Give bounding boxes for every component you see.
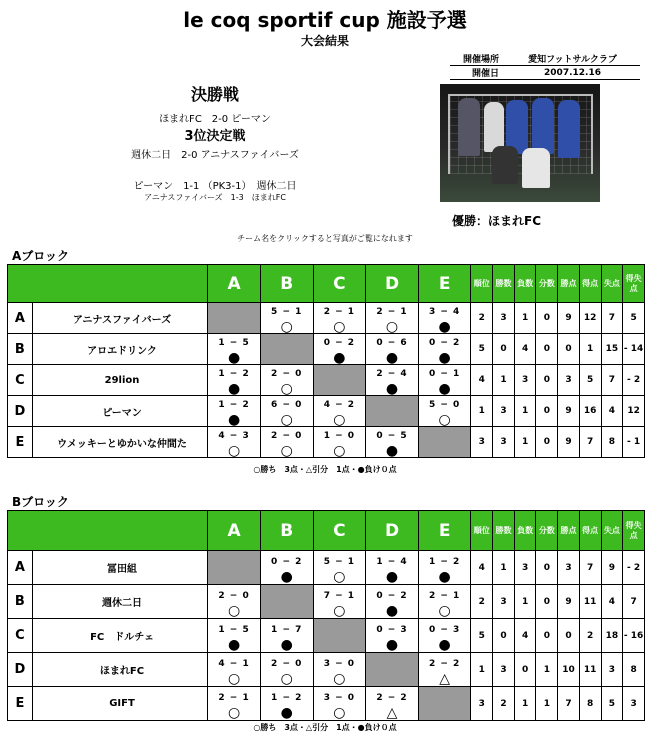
match-result-cell [260,365,313,396]
match-score: 3 − 0 [323,658,356,669]
final-result: ほまれFC 2-0 ピーマン [159,114,271,125]
result-symbol: ○ [333,670,346,687]
match-result-cell [208,427,261,458]
stat-header: 負数 [514,265,536,303]
stat-value: 0 [536,396,558,427]
stat-value: 3 [493,585,515,619]
stat-header: 分数 [536,511,558,551]
third-place-heading: 3位決定戦 [184,129,246,144]
result-symbol: ● [438,636,451,653]
match-result-cell [313,427,366,458]
match-score: 0 − 2 [271,556,303,567]
stat-value: 11 [579,585,601,619]
result-symbol: ● [280,568,293,585]
team-row [8,687,645,721]
match-result-cell [260,427,313,458]
team-name-link[interactable]: ウメッキーとゆかいな仲間た [32,427,208,458]
date-value: 2007.12.16 [544,67,601,78]
click-note: チーム名をクリックすると写真がご覧になれます [237,234,413,243]
block-b-table [7,510,645,721]
stat-value: 4 [514,334,536,365]
stat-value: 4 [601,396,623,427]
result-symbol: ○ [280,443,293,458]
page-subtitle: 大会結果 [300,34,349,48]
team-row [8,653,645,687]
match-result-cell [208,619,261,653]
match-result-cell [418,365,471,396]
result-symbol: ● [385,350,399,365]
result-symbol: ● [438,319,451,334]
extra-result: ピーマン 1-1 （PK3-1） 週休二日 [133,181,297,192]
result-symbol: ● [385,381,399,396]
extra-result: アニナスファイバーズ 1-3 ほまれFC [144,193,286,202]
result-symbol: ● [385,568,399,585]
stat-value: 2 [471,303,493,334]
row-letter: B [8,334,33,365]
self-match-cell [313,365,366,396]
match-score: 1 − 2 [218,369,250,379]
stat-value: 0 [536,585,558,619]
team-name-link[interactable]: 週休二日 [32,585,208,619]
match-result-cell [260,687,313,721]
self-match-cell [366,396,419,427]
match-score: 0 − 2 [428,338,461,348]
stat-header: 失点 [601,511,623,551]
match-result-cell [260,551,313,585]
result-symbol: ● [227,350,241,365]
match-score: 1 − 5 [218,338,250,348]
stat-header: 勝数 [493,265,515,303]
row-letter: C [8,619,33,653]
match-result-cell [313,585,366,619]
stat-value: 1 [493,365,515,396]
team-row [8,427,645,458]
stat-value: 3 [493,303,515,334]
final-heading: 決勝戦 [190,85,239,104]
match-score: 0 − 2 [323,338,356,348]
stat-value: 3 [601,653,623,687]
row-letter: A [8,303,33,334]
stat-header: 得失点 [623,265,645,303]
stat-value: 4 [471,365,493,396]
legend-a: ○勝ち 3点・△引分 1点・●負け０点 [253,465,397,474]
opponent-header: C [313,511,366,551]
match-score: 5 − 1 [323,556,356,567]
stat-value: - 2 [623,551,645,585]
match-score: 2 − 1 [218,692,250,703]
stat-value: 3 [471,687,493,721]
result-symbol: ● [385,443,399,458]
stat-value: 4 [601,585,623,619]
self-match-cell [208,303,261,334]
block-a-title: Aブロック [12,249,70,263]
team-name-link[interactable]: ほまれFC [32,653,208,687]
result-symbol: ● [280,636,293,653]
row-letter: C [8,365,33,396]
team-name-link[interactable]: 冨田組 [32,551,208,585]
self-match-cell [260,585,313,619]
match-result-cell [208,585,261,619]
result-symbol: ○ [227,704,241,721]
team-row [8,585,645,619]
third-place-result: 週休二日 2-0 アニナスファイバーズ [131,150,299,161]
stat-value: 1 [514,427,536,458]
stat-value: 3 [514,551,536,585]
stat-value: 1 [536,653,558,687]
match-result-cell [313,551,366,585]
venue-label: 開催場所 [462,55,499,65]
stat-value: 3 [558,551,580,585]
match-score: 1 − 4 [376,556,408,567]
stat-header: 得失点 [623,511,645,551]
result-symbol: ○ [438,412,451,427]
result-symbol: ○ [227,602,241,619]
result-symbol: ○ [333,319,346,334]
opponent-header: E [418,265,471,303]
stat-value: 3 [623,687,645,721]
team-row [8,365,645,396]
stat-value: 3 [493,653,515,687]
match-score: 4 − 2 [323,400,356,410]
stat-value: - 16 [623,619,645,653]
self-match-cell [418,687,471,721]
stat-value: 0 [514,653,536,687]
stat-value: 7 [558,687,580,721]
opponent-header: E [418,511,471,551]
result-symbol: ○ [333,704,346,721]
stat-value: 3 [514,365,536,396]
result-symbol: △ [439,670,451,687]
stat-value: 12 [623,396,645,427]
stat-header: 分数 [536,265,558,303]
stat-value: 11 [579,653,601,687]
stat-value: 9 [558,303,580,334]
stat-value: 7 [623,585,645,619]
opponent-header: A [208,265,261,303]
match-score: 2 − 0 [271,369,303,379]
match-score: 1 − 0 [323,431,356,441]
block-b-title: Bブロック [12,495,69,509]
result-symbol: ● [227,636,241,653]
stat-value: 5 [471,619,493,653]
team-name-link[interactable]: ピーマン [32,396,208,427]
stat-value: 1 [493,551,515,585]
stat-value: 2 [579,619,601,653]
match-result-cell [418,619,471,653]
match-score: 1 − 7 [271,624,303,635]
opponent-header: B [260,511,313,551]
team-row [8,396,645,427]
stat-value: 10 [558,653,580,687]
match-score: 0 − 1 [428,369,461,379]
match-score: 3 − 4 [428,307,461,317]
stat-value: - 1 [623,427,645,458]
row-letter: D [8,396,33,427]
result-symbol: ○ [280,670,293,687]
team-row [8,334,645,365]
match-score: 2 − 1 [376,307,408,317]
self-match-cell [366,653,419,687]
stat-value: 1 [579,334,601,365]
stat-value: 0 [536,619,558,653]
stat-value: 4 [471,551,493,585]
stat-value: 1 [536,687,558,721]
stat-value: 9 [558,427,580,458]
stat-header: 順位 [471,265,493,303]
stat-value: 1 [514,396,536,427]
stat-value: 9 [558,585,580,619]
stat-value: 5 [623,303,645,334]
stat-header: 得点 [579,511,601,551]
match-score: 5 − 1 [271,307,303,317]
match-score: 2 − 4 [376,369,408,379]
result-symbol: ● [438,568,451,585]
match-score: 5 − 0 [428,400,461,410]
match-score: 1 − 2 [271,692,303,703]
result-symbol: ● [438,350,451,365]
result-symbol: ● [333,350,346,365]
match-result-cell [313,687,366,721]
opponent-header: C [313,265,366,303]
match-score: 0 − 3 [376,624,408,635]
stat-value: 12 [579,303,601,334]
stat-value: 8 [579,687,601,721]
result-symbol: ● [227,412,241,427]
stat-value: 0 [536,334,558,365]
block-a-table [7,264,645,458]
match-result-cell [208,396,261,427]
stat-value: 0 [558,619,580,653]
opponent-header: B [260,265,313,303]
match-result-cell [208,653,261,687]
stat-header: 負数 [514,511,536,551]
stat-value: 8 [623,653,645,687]
match-result-cell [208,365,261,396]
match-score: 4 − 3 [218,431,250,441]
stat-value: 7 [579,551,601,585]
match-result-cell [366,619,419,653]
match-score: 3 − 0 [323,692,356,703]
team-name-link[interactable]: アニナスファイバーズ [32,303,208,334]
stat-value: 0 [536,303,558,334]
team-row [8,303,645,334]
stat-value: 4 [514,619,536,653]
stat-value: 18 [601,619,623,653]
match-result-cell [418,396,471,427]
result-symbol: ○ [438,602,451,619]
stat-value: 0 [536,551,558,585]
match-score: 1 − 2 [218,400,250,410]
result-symbol: ○ [227,443,241,458]
page-title: le coq sportif cup 施設予選 [183,8,467,32]
stat-value: 1 [471,396,493,427]
team-name-link[interactable]: アロエドリンク [32,334,208,365]
result-symbol: ○ [333,412,346,427]
team-row [8,551,645,585]
date-label: 開催日 [471,69,499,79]
result-symbol: ● [280,704,293,721]
event-info [450,52,640,80]
match-result-cell [366,365,419,396]
stat-value: 1 [471,653,493,687]
match-score: 0 − 3 [428,624,461,635]
stat-value: 5 [471,334,493,365]
legend-b: ○勝ち 3点・△引分 1点・●負け０点 [253,723,397,732]
team-photo [440,84,600,202]
opponent-header: D [366,265,419,303]
match-result-cell [260,303,313,334]
self-match-cell [313,619,366,653]
match-result-cell [418,585,471,619]
stat-header: 勝数 [493,511,515,551]
self-match-cell [260,334,313,365]
match-result-cell [313,303,366,334]
match-score: 2 − 0 [271,658,303,669]
stat-value: 1 [514,303,536,334]
result-symbol: ○ [280,381,293,396]
result-symbol: ○ [333,443,346,458]
stat-value: 2 [493,687,515,721]
match-result-cell [313,334,366,365]
stat-value: 0 [536,365,558,396]
row-letter: E [8,687,33,721]
match-score: 1 − 5 [218,624,250,635]
result-symbol: ○ [280,319,293,334]
stat-value: 0 [493,619,515,653]
row-letter: A [8,551,33,585]
stat-value: 3 [471,427,493,458]
stat-header: 順位 [471,511,493,551]
stat-header: 失点 [601,265,623,303]
stat-header: 勝点 [558,511,580,551]
match-score: 0 − 2 [376,590,408,601]
stat-header: 勝点 [558,265,580,303]
result-symbol: ○ [227,670,241,687]
opponent-header: A [208,511,261,551]
stat-value: 3 [493,396,515,427]
match-score: 2 − 1 [323,307,356,317]
date-row [450,66,640,80]
stat-header: 得点 [579,265,601,303]
result-symbol: ● [385,602,399,619]
stat-value: 0 [536,427,558,458]
team-name-link[interactable]: FC ドルチェ [32,619,208,653]
venue-row [450,52,640,66]
result-symbol: ○ [333,602,346,619]
match-score: 2 − 2 [428,658,461,669]
stat-value: 5 [579,365,601,396]
match-result-cell [418,653,471,687]
row-letter: E [8,427,33,458]
stat-value: 5 [601,687,623,721]
match-score: 2 − 0 [271,431,303,441]
match-score: 2 − 2 [376,692,408,703]
result-symbol: ● [385,636,399,653]
match-score: 0 − 6 [376,338,408,348]
stat-value: 7 [601,303,623,334]
match-result-cell [418,551,471,585]
result-symbol: △ [386,704,398,721]
self-match-cell [418,427,471,458]
team-name-link[interactable]: 29lion [32,365,208,396]
match-result-cell [418,303,471,334]
stat-value: 1 [514,687,536,721]
match-result-cell [313,396,366,427]
result-symbol: ● [227,381,241,396]
champion-label: 優勝：ほまれFC [452,214,542,228]
stat-value: 9 [558,396,580,427]
match-score: 2 − 1 [428,590,461,601]
team-row [8,619,645,653]
match-result-cell [366,427,419,458]
stat-value: 7 [601,365,623,396]
stat-value: 8 [601,427,623,458]
stat-value: 7 [579,427,601,458]
opponent-header: D [366,511,419,551]
stat-value: 16 [579,396,601,427]
match-score: 1 − 2 [428,556,461,567]
header-blank [8,265,208,303]
match-result-cell [366,303,419,334]
stat-value: 3 [493,427,515,458]
stat-value: 0 [558,334,580,365]
match-result-cell [208,334,261,365]
match-score: 6 − 0 [271,400,303,410]
result-symbol: ○ [280,412,293,427]
stat-value: 3 [558,365,580,396]
stat-value: 2 [471,585,493,619]
stat-value: - 14 [623,334,645,365]
match-result-cell [260,619,313,653]
match-score: 7 − 1 [323,590,356,601]
match-result-cell [366,585,419,619]
match-result-cell [366,687,419,721]
match-score: 2 − 0 [218,590,250,601]
self-match-cell [208,551,261,585]
row-letter: B [8,585,33,619]
stat-value: 1 [514,585,536,619]
result-symbol: ○ [333,568,346,585]
team-name-link[interactable]: GIFT [32,687,208,721]
match-result-cell [366,334,419,365]
stat-value: 9 [601,551,623,585]
match-result-cell [260,653,313,687]
stat-value: 15 [601,334,623,365]
match-result-cell [418,334,471,365]
match-result-cell [366,551,419,585]
header-blank [8,511,208,551]
match-result-cell [208,687,261,721]
match-result-cell [260,396,313,427]
result-symbol: ● [438,381,451,396]
match-result-cell [313,653,366,687]
match-score: 4 − 1 [218,658,250,669]
result-symbol: ○ [385,319,399,334]
match-score: 0 − 5 [376,431,408,441]
stat-value: 0 [493,334,515,365]
row-letter: D [8,653,33,687]
venue-value: 愛知フットサルクラブ [528,55,617,65]
stat-value: - 2 [623,365,645,396]
